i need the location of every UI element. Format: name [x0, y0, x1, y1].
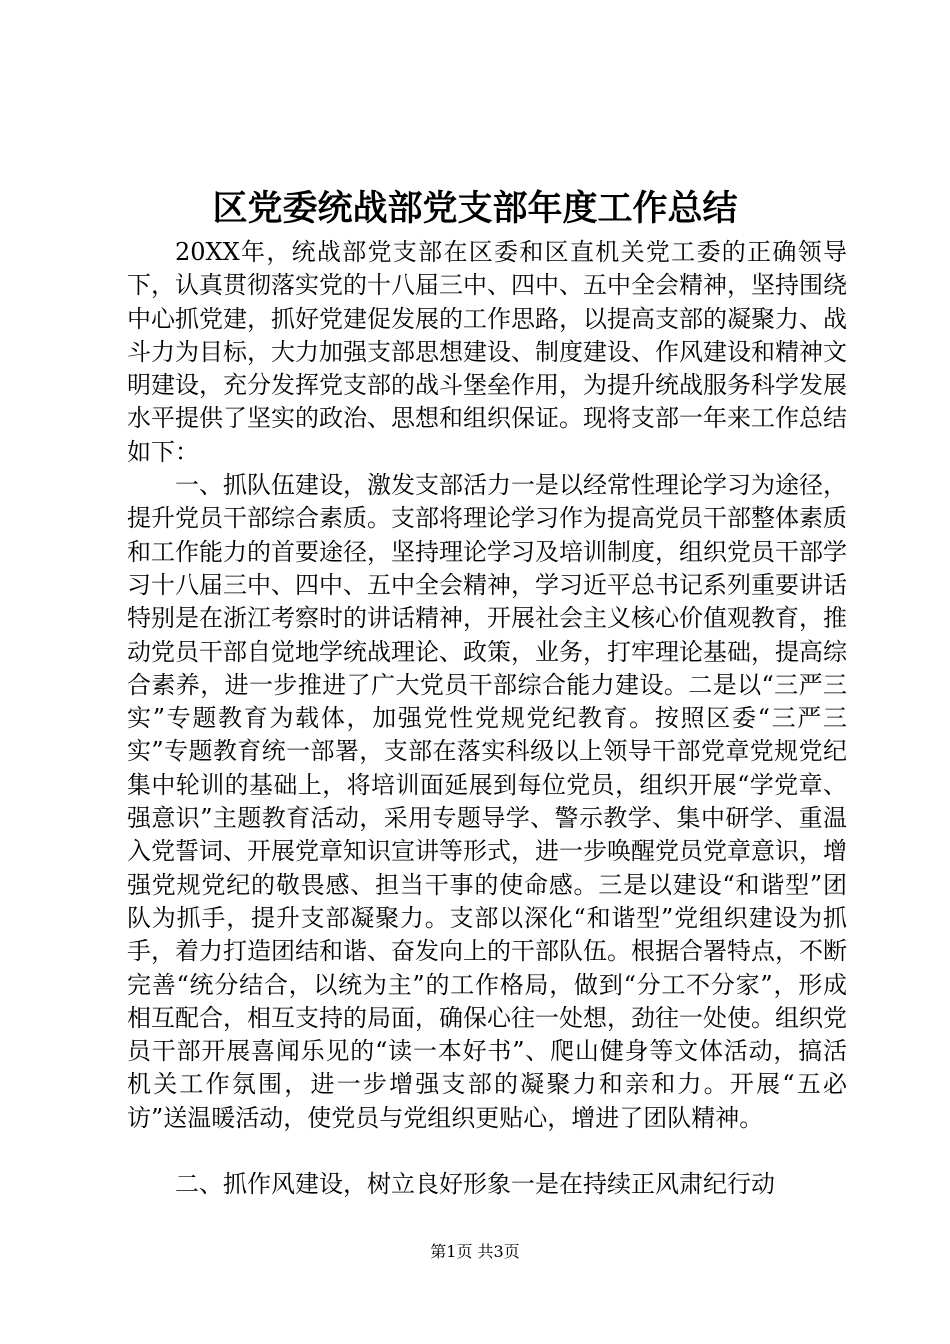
paragraph-section-two: 二、抓作风建设，树立良好形象一是在持续正风肃纪行动 — [175, 1170, 775, 1199]
document-body — [127, 236, 847, 1201]
page-number-footer: 第1页 共3页 — [430, 1242, 520, 1261]
paragraph-intro: 20XX年，统战部党支部在区委和区直机关党工委的正确领导下，认真贯彻落实党的十八届三中、四中、五中全会精神，坚持围绕中心抓党建，抓好党建促发展的工作思路，以提高支部的凝聚力、战斗力为目标，大力加强支部思想建设、制度建设、作风建设和精神文明建设，充分发挥党支部的战斗堡垒作用，为提升统战服务科学发展水平提供了坚实的政治、思想和组织保证。现将支部一年来工作总结如下： — [127, 238, 847, 466]
document-title: 区党委统战部党支部年度工作总结 — [212, 188, 738, 229]
paragraph-section-one: 一、抓队伍建设，激发支部活力一是以经常性理论学习为途径，提升党员干部综合素质。支部将理论学习作为提高党员干部整体素质和工作能力的首要途径，坚持理论学习及培训制度，组织党员干部学习十八届三中、四中、五中全会精神，学习近平总书记系列重要讲话特别是在浙江考察时的讲话精神，开展社会主义核心价值观教育，推动党员干部自觉地学统战理论、政策，业务，打牢理论基础，提高综合素养，进一步推进了广大党员干部综合能力建设。二是以“三严三实”专题教育为载体，加强党性党规党纪教育。按照区委“三严三实”专题教育统一部署，支部在落实科级以上领导干部党章党规党纪集中轮训的基础上，将培训面延展到每位党员，组织开展“学党章、强意识”主题教育活动，采用专题导学、警示教学、集中研学、重温入党誓词、开展党章知识宣讲等形式，进一步唤醒党员党章意识，增强党规党纪的敬畏感、担当干事的使命感。三是以建设“和谐型”团队为抓手，提升支部凝聚力。支部以深化“和谐型”党组织建设为抓手，着力打造团结和谐、奋发向上的干部队伍。根据合署特点，不断完善“统分结合，以统为主”的工作格局，做到“分工不分家”，形成相互配合，相互支持的局面，确保心往一处想，劲往一处使。组织党员干部开展喜闻乐见的“读一本好书”、爬山健身等文体活动，搞活机关工作氛围，进一步增强支部的凝聚力和亲和力。开展“五必访”送温暖活动，使党员与党组织更贴心，增进了团队精神。 — [127, 471, 847, 1132]
